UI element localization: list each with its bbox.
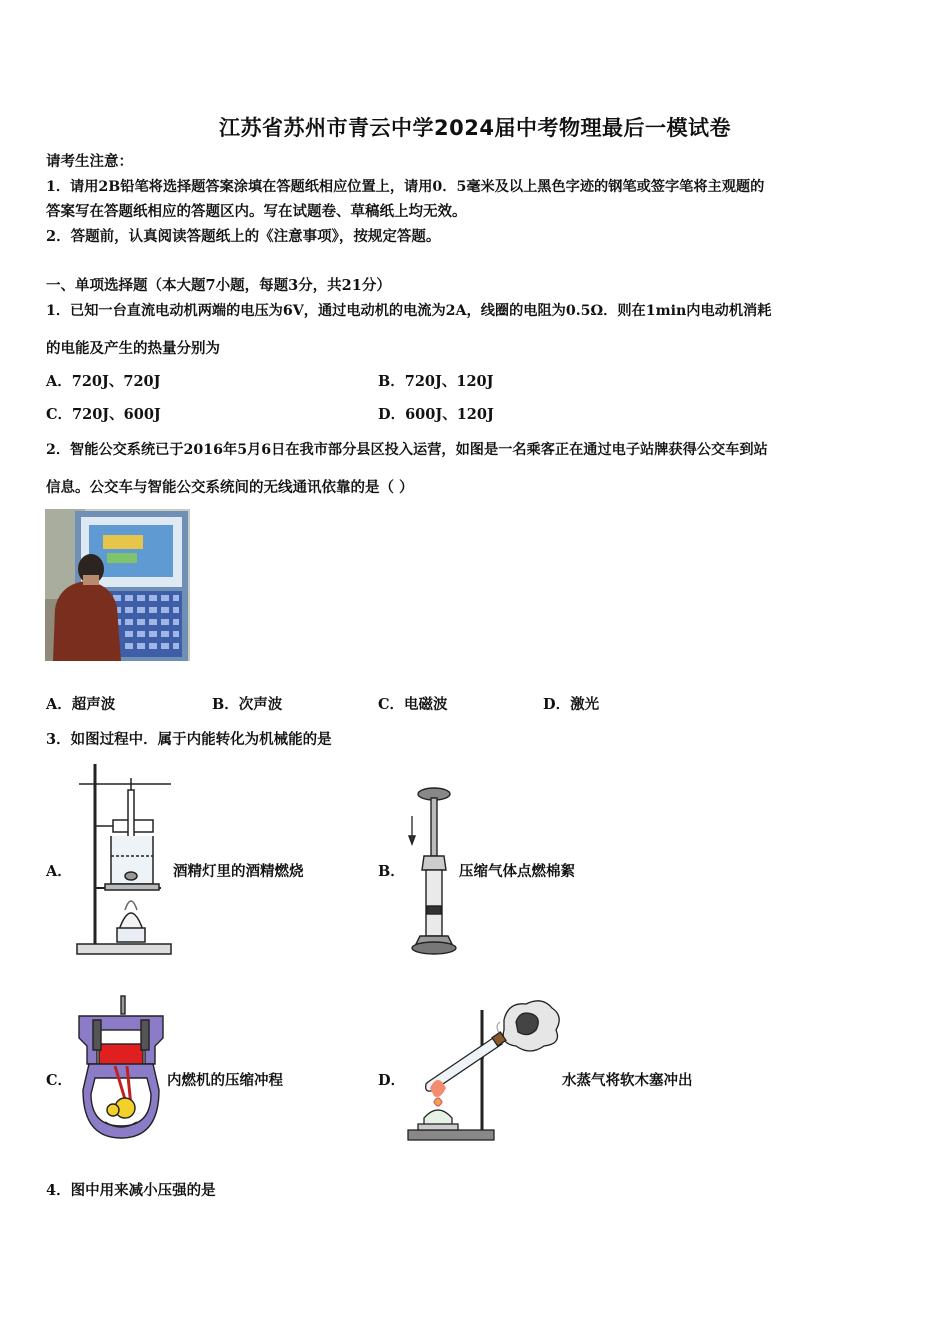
q3-option-b-text: 压缩气体点燃棉絮	[459, 863, 575, 880]
q3-option-d-text: 水蒸气将软木塞冲出	[562, 1072, 693, 1089]
q1-option-d: D．600J、120J	[378, 406, 494, 423]
notice-heading: 请考生注意：	[46, 153, 133, 170]
q3-option-c-text: 内燃机的压缩冲程	[167, 1072, 283, 1089]
fire-syringe-figure	[402, 786, 462, 958]
bus-station-photo	[45, 509, 190, 661]
q1-option-b: B．720J、120J	[378, 373, 494, 390]
test-tube-steam-figure	[404, 996, 564, 1144]
notice-line-1b: 答案写在答题纸相应的答题区内。写在试题卷、草稿纸上均无效。	[46, 203, 467, 220]
q3-option-a-text: 酒精灯里的酒精燃烧	[173, 863, 304, 880]
engine-figure	[75, 994, 167, 1142]
notice-line-2: 2．答题前，认真阅读答题纸上的《注意事项》，按规定答题。	[46, 228, 441, 245]
q2-stem-line1: 2．智能公交系统已于2016年5月6日在我市部分县区投入运营，如图是一名乘客正在通过电子站牌获得公交车到站	[46, 442, 768, 458]
q2-option-c: C．电磁波	[378, 696, 448, 713]
q2-option-b: B．次声波	[212, 696, 283, 713]
notice-line-1a: 1．请用2B铅笔将选择题答案涂填在答题纸相应位置上，请用0．5毫米及以上黑色字迹的钢笔或签字笔将主观题的	[46, 179, 765, 195]
q1-stem-line1: 1．已知一台直流电动机两端的电压为6V，通过电动机的电流为2A，线圈的电阻为0.5Ω．则在1min内电动机消耗	[46, 303, 772, 319]
q3-option-b-label: B．	[378, 863, 405, 880]
alcohol-lamp-figure	[75, 760, 175, 958]
q2-option-d: D．激光	[543, 696, 600, 713]
q1-stem-line2: 的电能及产生的热量分别为	[46, 340, 220, 357]
q3-stem: 3．如图过程中．属于内能转化为机械能的是	[46, 731, 332, 748]
q1-option-c: C．720J、600J	[46, 406, 161, 423]
q2-stem-line2: 信息。公交车与智能公交系统间的无线通讯依靠的是（ ）	[46, 479, 414, 496]
q3-option-a-label: A．	[46, 863, 72, 880]
section-heading: 一、单项选择题（本大题7小题，每题3分，共21分）	[46, 277, 391, 294]
q4-stem: 4．图中用来减小压强的是	[46, 1182, 216, 1199]
q1-option-a: A．720J、720J	[46, 373, 161, 390]
page-title: 江苏省苏州市青云中学2024届中考物理最后一模试卷	[219, 116, 731, 140]
q3-option-c-label: C．	[46, 1072, 73, 1089]
q2-option-a: A．超声波	[46, 696, 116, 713]
q3-option-d-label: D．	[378, 1072, 406, 1089]
